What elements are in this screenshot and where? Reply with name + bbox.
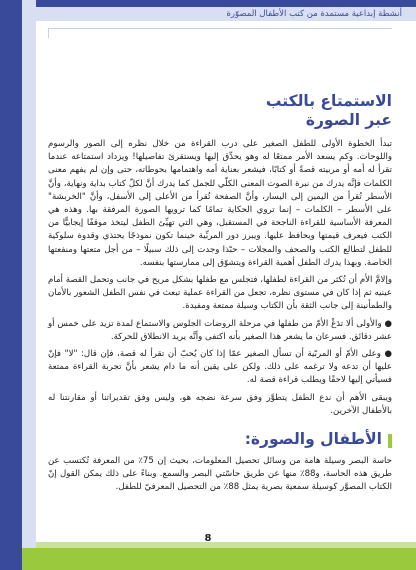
section1-paragraph-1: تبدأ الخطوة الأولى للطفل الصغير على درب القراءة من خلال نظره إلى الصور والرسوم واللوحات. وكم يسعد الأمر ممتعًا له وهو يحدِّق إليها ويستقرئ تفاصيلها! ويزداد استمتاعه عندما تقرأ له أمه أو مربيته قصةً أو كتابًا، فيشعر بعناية أمه واهتمامها بحوطاته، حتى وإن لم يفهم معنى الكلمات فإنَّه يدرك من نبرة الصوت المعنى الكلّي للجمل كما يدرك أنَّ لكلّ كتاب بداية ونهاية، وأنَّ الأسطر تُقرأ من اليمين إلى اليسار، وأنَّ الصفحة تُقرأ من الأعلى إلى الأسفل، وأنَّ "الخربشة" على الأسطر – الكلمات – إنما تروي الحكاية تمامًا كما ترويها الصورة المرفقة بها. وهذه هي المعرفة الأساسية للقراءة الناجحة في المستقبل، وهي التي تهيِّئ الطفل ليتخذ موقفًا إيجابيًّا من الكتب فيعرف قيمتها ويحافظ عليها. ويبرز دور المربِّية حينما تكون نموذجًا يحتذي وقدوة سلوكية للطفل لتطالع الكتب والصحف والمجلات – حبّذا وجدت إلى ذلك سبيلًا – من أجل متعتها ومنفعتها الخاصة. وبهذا يدرك الطفل أهمية القراءة ويتشوّق إلى ممارستها بنفسه. bbox=[48, 139, 392, 268]
section2-heading bbox=[48, 430, 392, 449]
section1-paragraph-5: ويبقى الأهم أن ندع الطفل يتطوَّر وفق سرعة نضجه هو، وليس وفق تقديراتنا أو مقارنتنا له بالأطفال الآخرين. bbox=[48, 392, 392, 416]
section1-title-line2: عبر الصورة bbox=[305, 111, 392, 129]
section1-paragraph-2: وإلامَّ الأم أن تُكثر من القراءة لطفلها، فتجلس مع طفلها بشكل مريح في جانب وتحمل القصة أمام عينيه ثم إذا كان في مستوى نظره، تجعل من القراءة عملية تبعث في نفس الطفل الشعور بالأمان والطمأنينة إلى جانب الثقة بأن الكتاب وسيلة ممتعة ومفيدة. bbox=[48, 275, 392, 312]
bottom-color-bar bbox=[22, 548, 416, 570]
section1-paragraph-3: ● والأولى ألا تدَعْ الأمّ من طفلها في مرحلة الروضات الجلوس والاستماع لمدة تزيد على خمس أو عشر دقائق. فسرعان ما يشعر هذا الصغير بأنه اكتفى وأنَّه يريد الانطلاق للحركة. bbox=[48, 318, 392, 342]
page-number: 8 bbox=[204, 533, 212, 544]
page-content bbox=[48, 30, 392, 499]
heading-accent-mark bbox=[388, 434, 392, 448]
left-color-bar bbox=[0, 0, 22, 570]
section2-title: الأطفال والصورة: bbox=[244, 430, 382, 449]
left-light-bar bbox=[22, 0, 36, 570]
section2-paragraph-1: حاسة البصر وسيلة هامة من وسائل تحصيل المعلومات، بحيث إن 75٪ من المعرفة تُكتسب عن طريق هذه الحاسة، و88٪ منها عن طريق حاسّتي البصر والسمع. وبناءً على ذلك يمكن القول إنّ الكتاب المصوَّر كوسيلة سمعية بصرية يمثل 88٪ من التحصيل المعرفيّ للطفل. bbox=[48, 456, 392, 493]
section1-title-line1: الاستمتاع بالكتب bbox=[265, 92, 392, 110]
section1-heading bbox=[48, 92, 392, 130]
running-header: أنشطة إبداعية مستمدة من كتب الأطفال المصوّرة bbox=[226, 9, 402, 19]
section1-paragraph-4: ● وعلى الأمّ أو المربّية أن تسأل الصغير عمّا إذا كان يُحبّ أن تقرأ له قصة، فإن قال: "لا" فإنّ عليها أن تدعه ولا ترغمه على ذلك. ولكن على يقين أنه ما دام يشعر بأنَّ تجربة القراءة ممتعة فسيأتي إليها لاحقًا ويطلب قراءة قصة له. bbox=[48, 349, 392, 386]
top-color-band bbox=[0, 0, 416, 7]
